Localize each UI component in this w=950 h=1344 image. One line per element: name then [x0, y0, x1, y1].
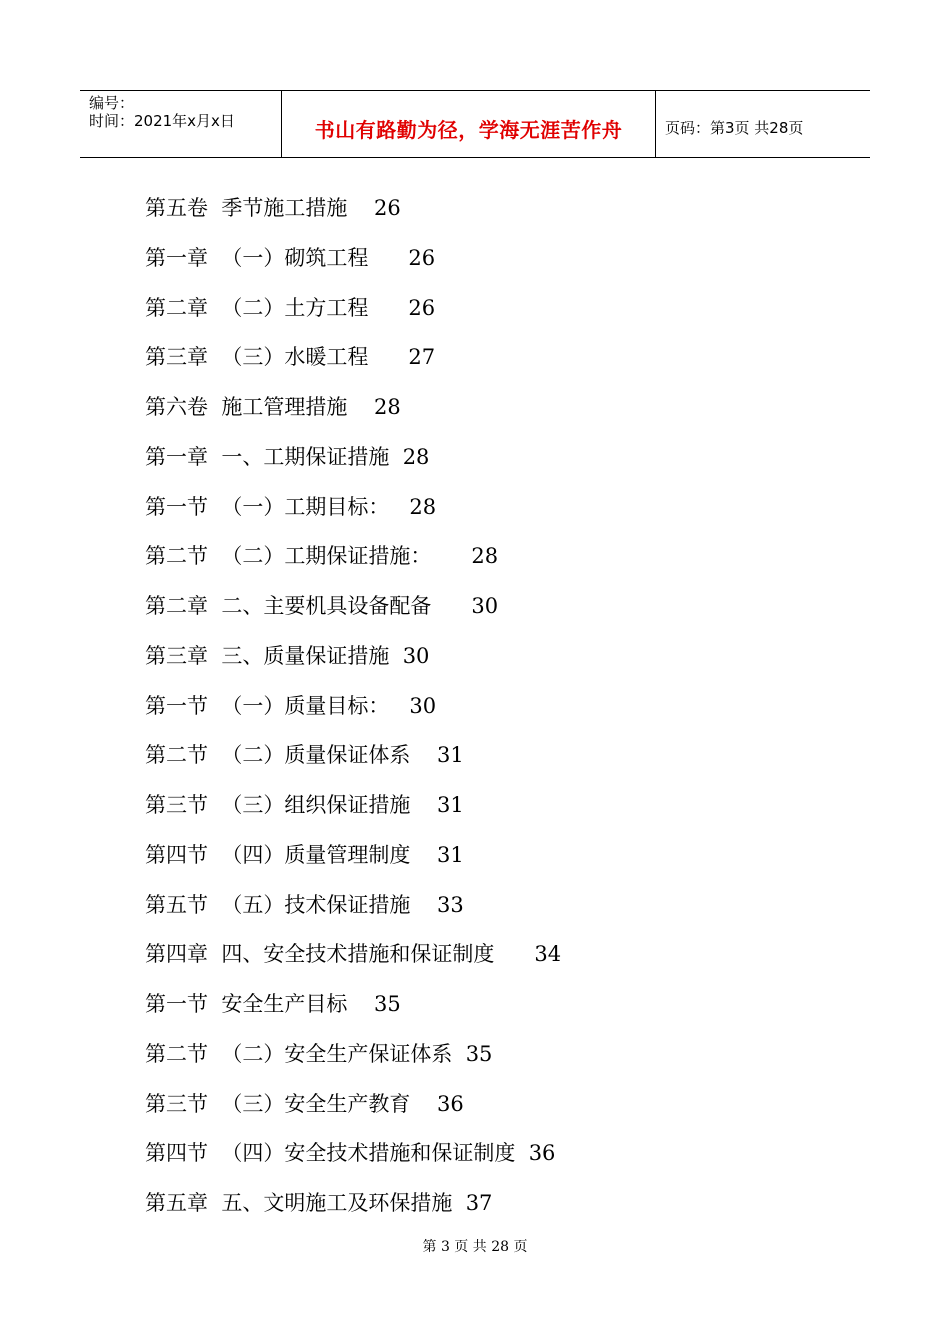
toc-entry: 第二节 （二）质量保证体系 31: [145, 743, 464, 768]
toc-entry: 第四节 （四）安全技术措施和保证制度 36: [145, 1141, 556, 1166]
toc-entry: 第五章 五、文明施工及环保措施 37: [145, 1191, 493, 1215]
page-code: 页码：第3页 共28页: [665, 119, 804, 137]
page-footer: 第 3 页 共 28 页: [422, 1239, 528, 1255]
serial-number-label: 编号：: [89, 94, 135, 112]
toc-entry: 第五卷 季节施工措施 26: [145, 196, 401, 220]
toc-entry: 第一章 一、工期保证措施 28: [145, 444, 430, 469]
toc-entry: 第六卷 施工管理措施 28: [145, 395, 401, 419]
toc-entry: 第三章 （三）水暖工程 27: [145, 345, 436, 370]
document-header: [80, 90, 870, 158]
toc-entry: 第三章 三、质量保证措施 30: [145, 643, 430, 668]
time-label: 时间：2021年x月x日: [89, 112, 235, 130]
toc-entry: 第一节 安全生产目标 35: [145, 992, 401, 1016]
header-motto-cell: [282, 91, 656, 157]
toc-entry: 第二节 （二）工期保证措施： 28: [145, 544, 499, 569]
toc-entry: 第三节 （三）组织保证措施 31: [145, 793, 464, 817]
toc-entry: 第四章 四、安全技术措施和保证制度 34: [145, 942, 562, 967]
toc-entry: 第一章 （一）砌筑工程 26: [145, 245, 436, 270]
toc-entry: 第二节 （二）安全生产保证体系 35: [145, 1041, 493, 1066]
toc-entry: 第二章 （二）土方工程 26: [145, 295, 436, 320]
header-page-cell: [656, 91, 870, 157]
toc-entry: 第一节 （一）工期目标： 28: [145, 494, 437, 519]
toc-entry: 第二章 二、主要机具设备配备 30: [145, 594, 499, 618]
header-meta-cell: [80, 91, 282, 157]
toc-entry: 第三节 （三）安全生产教育 36: [145, 1091, 464, 1116]
table-of-contents: [145, 190, 561, 1235]
toc-entry: 第一节 （一）质量目标： 30: [145, 693, 437, 718]
toc-entry: 第四节 （四）质量管理制度 31: [145, 842, 464, 867]
toc-entry: 第五节 （五）技术保证措施 33: [145, 892, 464, 917]
motto-text: 书山有路勤为径，学海无涯苦作舟: [314, 118, 623, 142]
